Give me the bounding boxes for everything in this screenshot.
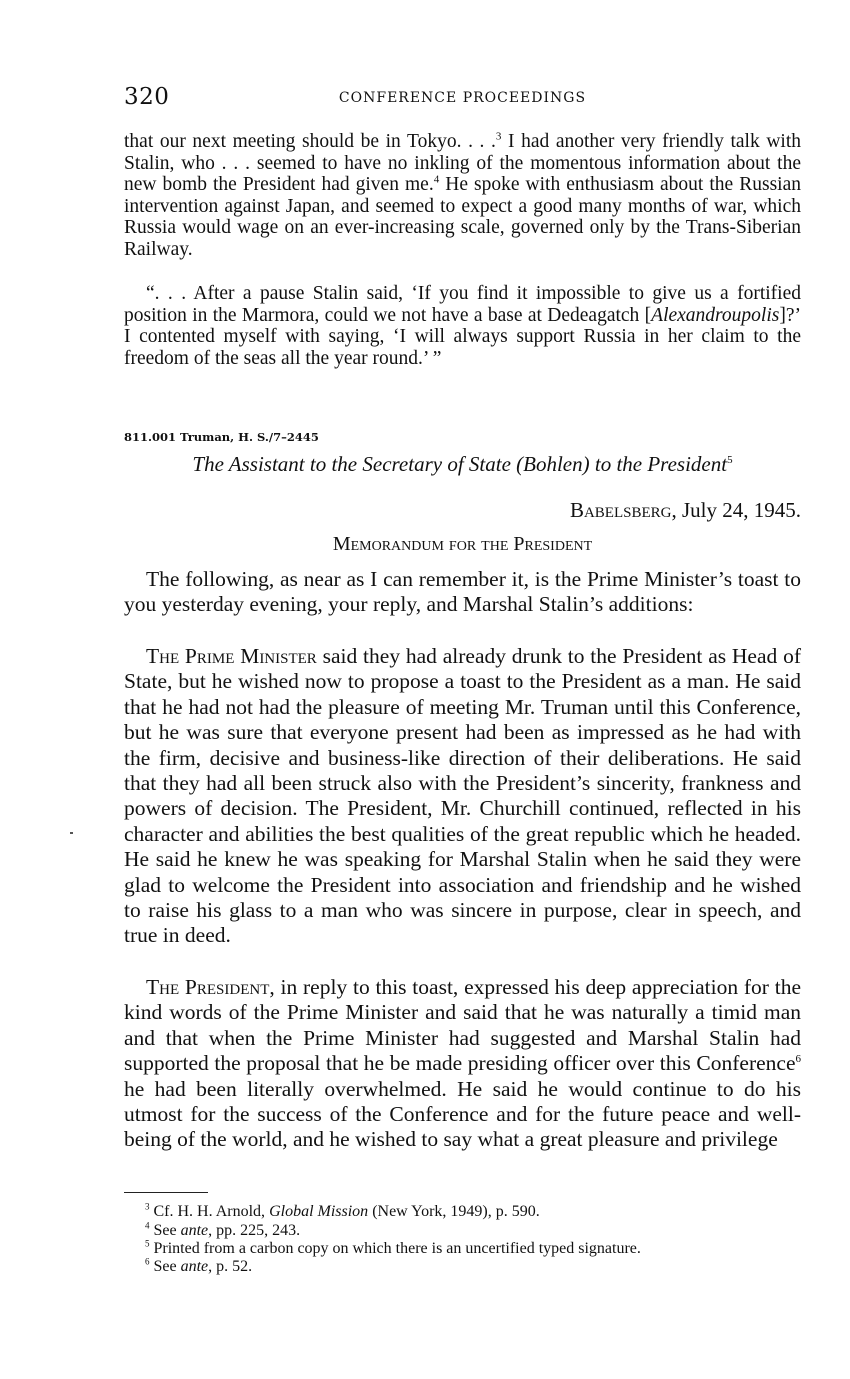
footnote-number: 6 <box>145 1256 150 1267</box>
footnote-ref-4: 4 <box>433 173 440 186</box>
text-run: See <box>149 1222 181 1239</box>
dateline <box>570 498 801 523</box>
text-run: , in reply to this toast, expressed his deep appreciation for the kind words of the Prime Minister and said that he was naturally a timid man and that when the Prime Minister had suggested and Marshal Stalin had supported the proposal that he be made presiding officer over this Conference <box>124 975 801 1076</box>
footnote-6 <box>145 1258 252 1276</box>
speaker-name: The President <box>146 975 270 999</box>
italic-title: Global Mission <box>269 1203 369 1220</box>
title-text: ) to the President <box>582 452 728 476</box>
continuation-paragraph-2 <box>124 283 801 369</box>
text-run: he had been literally overwhelmed. He said he would continue to do his utmost for the success of the Conference and for the future peace and well-being of the world, and he wished to say what a great pleasure and privilege <box>124 1076 801 1152</box>
speaker-name: The Prime Minister <box>146 644 317 668</box>
italic-word: ante <box>180 1258 209 1275</box>
footnote-number: 5 <box>145 1238 150 1249</box>
body-paragraph-1: The following, as near as I can remember it, is the Prime Minister’s toast to you yesterday evening, your reply, and Marshal Stalin’s additions: <box>124 567 801 617</box>
text-run: Printed from a carbon copy on which there is an uncertified typed signature. <box>149 1240 641 1257</box>
running-title: CONFERENCE PROCEEDINGS <box>338 90 587 106</box>
file-reference: 811.001 Truman, H. S./7–2445 <box>124 430 319 444</box>
footnote-ref-6: 6 <box>795 1053 801 1066</box>
title-text: The Assistant to the Secretary of State ( <box>192 452 524 476</box>
footnote-3 <box>145 1203 540 1221</box>
body-paragraph-3 <box>124 975 801 1153</box>
memo-heading: Memorandum for the President <box>332 533 593 555</box>
footnote-ref-3: 3 <box>495 130 502 143</box>
text-run: (New York, 1949), p. 590. <box>368 1203 540 1220</box>
text-run: Cf. H. H. Arnold, <box>149 1203 270 1220</box>
text-run: , p. 52. <box>208 1258 253 1275</box>
text-run: He spoke with enthusiasm about the Russian intervention against Japan, and seemed to expect a good many months of war, which Russia would wage on an ever-increasing scale, governed only by the Trans-Siberian Railway. <box>124 174 801 260</box>
italic-place-name: Alexandroupolis <box>651 304 780 326</box>
footnote-4 <box>145 1222 300 1240</box>
text-run: See <box>149 1258 181 1275</box>
body-paragraph-2 <box>124 644 801 949</box>
document-title <box>124 452 801 477</box>
footnote-5 <box>145 1240 641 1258</box>
continuation-paragraph-1 <box>124 131 801 260</box>
page-header <box>124 84 801 114</box>
footnote-number: 3 <box>145 1201 150 1212</box>
margin-mark <box>70 832 73 834</box>
italic-word: ante <box>180 1222 209 1239</box>
footnote-divider <box>124 1192 208 1193</box>
title-name: Bohlen <box>523 452 583 476</box>
text-run: said they had already drunk to the President as Head of State, but he wished now to propose a toast to the President as a man. He said that he had not had the pleasure of meeting Mr. Truman until this Conference, but he was sure that everyone present had been as impressed as he had with the firm, decisive and business-like direction of their deliberations. He said that they had all been struck also with the President’s sincerity, frankness and powers of decision. The President, Mr. Churchill continued, reflected in his character and abilities the best qualities of the great republic which he headed. He said he knew he was speaking for Marshal Stalin when he said they were glad to welcome the President into association and friendship and he wished to raise his glass to a man who was sincere in purpose, clear in speech, and true in deed. <box>124 644 801 948</box>
text-run: I had another very friendly talk with Stalin, who . . . seemed to have no inkling of the momentous information about the new bomb the President had given me. <box>124 131 801 195</box>
text-run: “. . . After a pause Stalin said, ‘If you find it impossible to give us a fortified position in the Marmora, could we not have a base at Dedeagatch [ <box>124 283 801 326</box>
footnote-number: 4 <box>145 1220 150 1231</box>
page-number: 320 <box>124 84 170 110</box>
footnote-ref-5: 5 <box>727 454 733 466</box>
text-run: ]?’ I contented myself with saying, ‘I will always support Russia in her claim to the freedom of the seas all the year round.’ ” <box>124 304 801 369</box>
text-run: that our next meeting should be in Tokyo. . . . <box>124 131 496 152</box>
dateline-place: Babelsberg, <box>569 498 677 522</box>
dateline-date: July 24, 1945. <box>676 498 801 522</box>
text-run: , pp. 225, 243. <box>208 1222 301 1239</box>
